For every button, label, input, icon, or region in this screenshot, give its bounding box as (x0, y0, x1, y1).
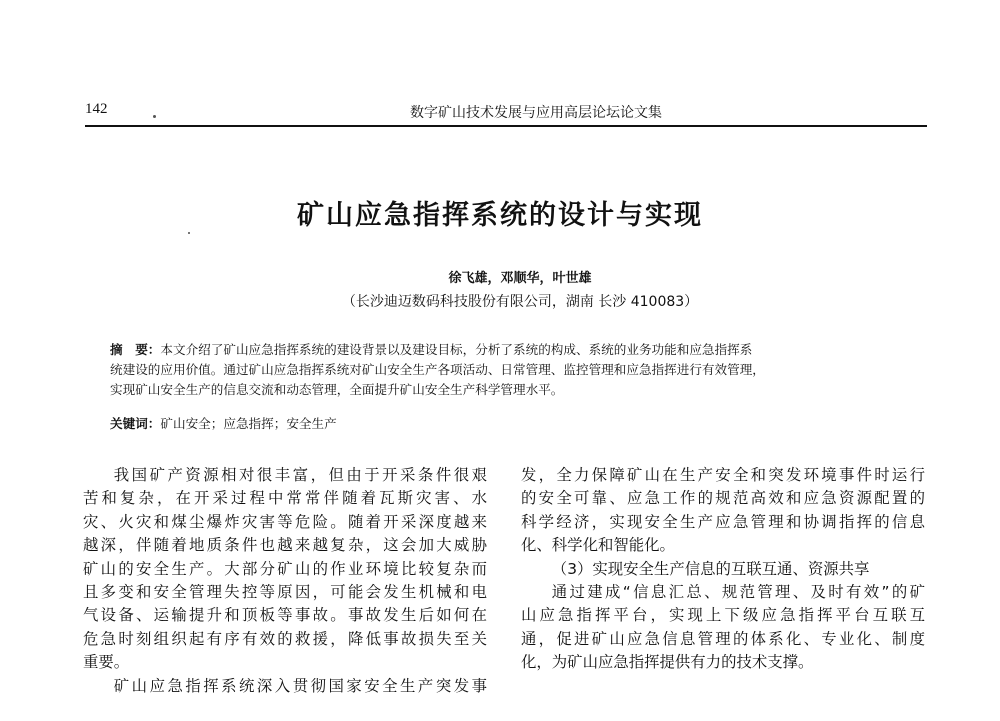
affiliation: （长沙迪迈数码科技股份有限公司，湖南 长沙 410083） (341, 294, 699, 310)
authors: 徐飞雄，邓顺华，叶世雄 (448, 271, 592, 286)
body-line: 山应急指挥平台，实现上下级应急指挥平台互联互 (521, 606, 925, 625)
keywords-text: 矿山安全；应急指挥；安全生产 (160, 416, 337, 431)
body-line: 灾、火灾和煤尘爆炸灾害等危险。随着开采深度越来 (83, 512, 487, 531)
cut-off-line-wrapper (83, 675, 487, 698)
body-line: 通，促进矿山应急信息管理的体系化、专业化、制度 (521, 629, 925, 648)
section-heading: （3）实现安全生产信息的互联互通、资源共享 (551, 559, 870, 578)
abstract-line (110, 340, 910, 360)
running-header (85, 99, 927, 127)
body-line: 化，为矿山应急指挥提供有力的技术支撑。 (521, 653, 814, 672)
abstract-label: 摘 要： (110, 342, 161, 357)
keywords-label: 关键词： (110, 416, 161, 431)
body-line: 的安全可靠、应急工作的规范高效和应急资源配置的 (521, 489, 925, 508)
scan-speck (188, 232, 190, 234)
running-title: 数字矿山技术发展与应用高层论坛论文集 (410, 105, 662, 121)
body-line: 气设备、运输提升和顶板等事故。事故发生后如何在 (83, 606, 487, 625)
body-line-cut-off: 矿山应急指挥系统深入贯彻国家安全生产突发事 (113, 676, 487, 695)
page-number: 142 (85, 101, 108, 117)
body-right-column (521, 464, 925, 675)
keywords (110, 414, 910, 434)
body-line: 矿山的安全生产。大部分矿山的作业环境比较复杂而 (83, 559, 487, 578)
abstract-text: 本文介绍了矿山应急指挥系统的建设背景以及建设目标，分析了系统的构成、系统的业务功能和应急指挥系 (160, 342, 753, 357)
body-line: 化、科学化和智能化。 (521, 536, 675, 555)
body-left-column (83, 464, 487, 698)
abstract (110, 340, 910, 400)
abstract-line: 实现矿山安全生产的信息交流和动态管理，全面提升矿山安全生产科学管理水平。 (110, 382, 564, 397)
body-line: 苦和复杂，在开采过程中常常伴随着瓦斯灾害、水 (83, 489, 487, 508)
body-line: 危急时刻组织起有序有效的救援，降低事故损失至关 (83, 629, 487, 648)
abstract-line: 统建设的应用价值。通过矿山应急指挥系统对矿山安全生产各项活动、日常管理、监控管理和应急指挥进行有效管理， (110, 362, 765, 377)
body-line: 我国矿产资源相对很丰富，但由于开采条件很艰 (113, 466, 487, 484)
paper-title: 矿山应急指挥系统的设计与实现 (297, 200, 703, 231)
body-line: 且多变和安全管理失控等原因，可能会发生机械和电 (83, 583, 487, 602)
body-line: 重要。 (83, 653, 130, 672)
body-line: 发，全力保障矿山在生产安全和突发环境事件时运行 (521, 466, 925, 484)
body-line: 越深，伴随着地质条件也越来越复杂，这会加大威胁 (83, 536, 487, 555)
body-line: 通过建成“信息汇总、规范管理、及时有效”的矿 (551, 583, 925, 602)
body-line: 科学经济，实现安全生产应急管理和协调指挥的信息 (521, 512, 925, 531)
